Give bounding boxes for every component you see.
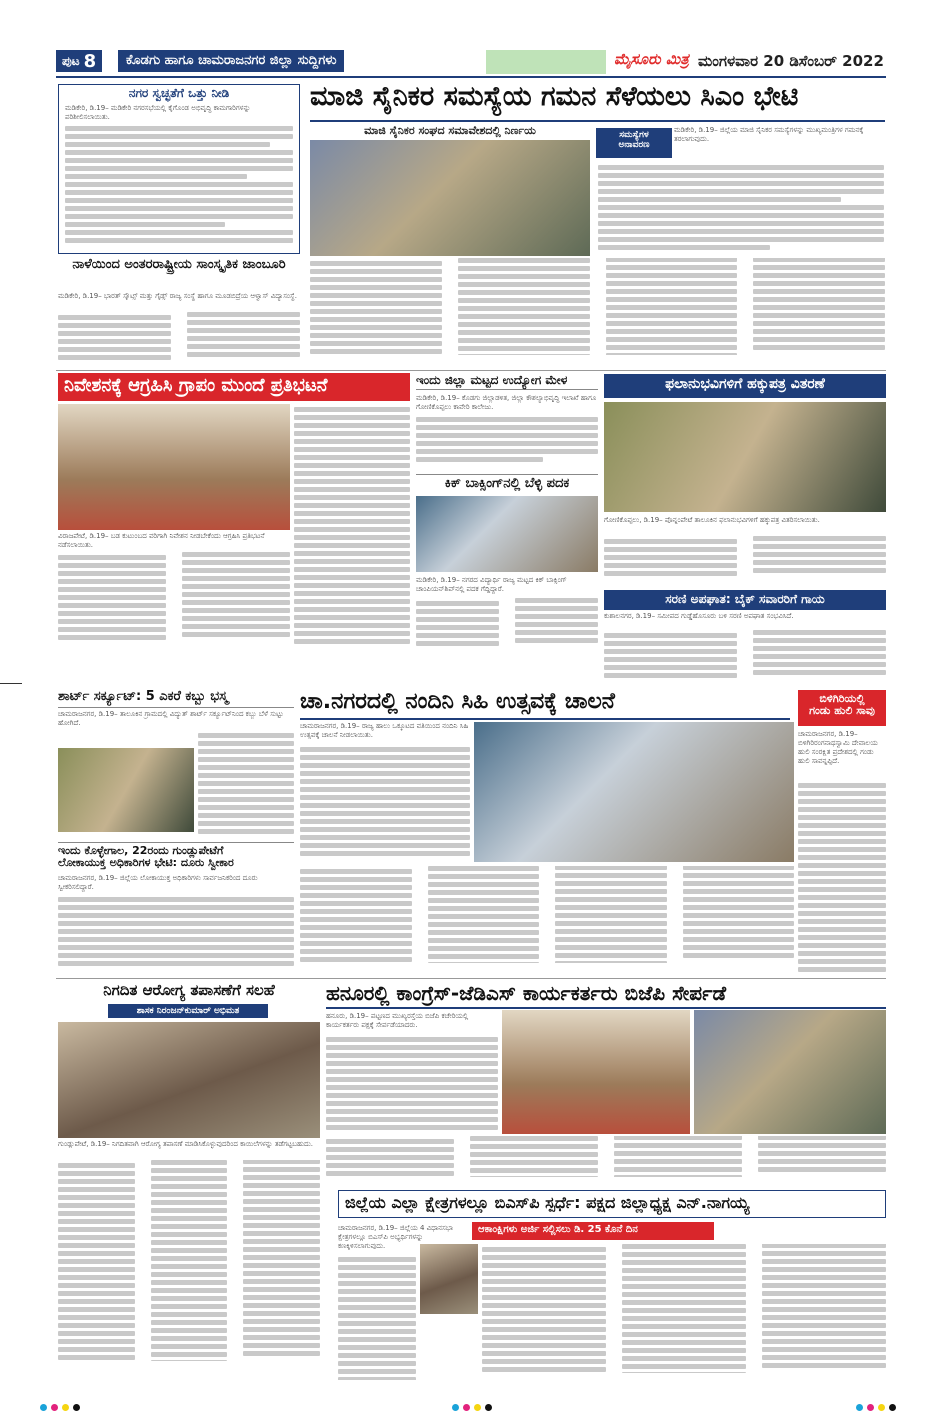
subheadline: ಆಕಾಂಕ್ಷಿಗಳು ಅರ್ಜಿ ಸಲ್ಲಿಸಲು ಡಿ. 25 ಕೊನೆ ದಿನ xyxy=(472,1222,714,1240)
headline: ಇಂದು ಜಿಲ್ಲಾ ಮಟ್ಟದ ಉದ್ಯೋಗ ಮೇಳ xyxy=(416,374,598,390)
article-body xyxy=(326,1136,886,1184)
article-body xyxy=(416,414,598,472)
photo-nandini-festival xyxy=(474,722,794,862)
article-body xyxy=(58,312,300,368)
headline-line-1: ಬಿಳಿಗಿರಿಯಲ್ಲಿ xyxy=(819,692,865,705)
section-divider xyxy=(56,370,886,371)
headline: ಚಾ.ನಗರದಲ್ಲಿ ನಂದಿನಿ ಸಿಹಿ ಉತ್ಸವಕ್ಕೆ ಚಾಲನೆ xyxy=(300,690,790,720)
article-body xyxy=(65,123,293,249)
headline-line-2: ಗಂಡು ಹುಲಿ ಸಾವು xyxy=(809,704,875,718)
article-lead: ಚಾಮರಾಜನಗರ, ಡಿ.19– ಬಿಳಿಗಿರಿರಂಗನಾಥಸ್ವಾಮಿ ದೇವಾಲಯ ಹುಲಿ ಸಂರಕ್ಷಿತ ಪ್ರದೇಶದಲ್ಲಿ ಗಂಡು ಹುಲಿ ಸಾವನ್ನಪ್ಪಿದೆ. xyxy=(798,730,878,765)
article-lead: ಮಡಿಕೇರಿ, ಡಿ.19– ಮಡಿಕೇರಿ ನಗರಸಭೆಯಲ್ಲಿ ಕೈಗೊಂಡ ಅಭಿವೃದ್ಧಿ ಕಾಮಗಾರಿಗಳನ್ನು ಪರಿಶೀಲಿಸಲಾಯಿತು. xyxy=(65,104,251,122)
fold-mark xyxy=(0,683,22,684)
article-body xyxy=(326,1034,498,1130)
article-body xyxy=(604,536,886,586)
tag-line-1: ಸಮಸ್ಯೆಗಳ xyxy=(619,130,649,140)
article-lead: ಗುಂಡ್ಲುಪೇಟೆ, ಡಿ.19– ನಿಗದಿತವಾಗಿ ಆರೋಗ್ಯ ತಪಾಸಣೆ ಮಾಡಿಸಿಕೊಳ್ಳುವುದರಿಂದ ಕಾಯಿಲೆಗಳನ್ನು ತಡೆಗಟ್ಟಬಹುದು. xyxy=(58,1140,314,1148)
article-lead: ಮಡಿಕೇರಿ, ಡಿ.19– ಜಿಲ್ಲೆಯ ಮಾಜಿ ಸೈನಿಕರ ಸಮಸ್ಯೆಗಳನ್ನು ಮುಖ್ಯಮಂತ್ರಿಗಳ ಗಮನಕ್ಕೆ ತರಲಾಗುವುದು. xyxy=(674,126,864,143)
headline: ನಿವೇಶನಕ್ಕೆ ಆಗ್ರಹಿಸಿ ಗ್ರಾಪಂ ಮುಂದೆ ಪ್ರತಿಭಟನೆ xyxy=(58,373,410,401)
headline: ನಿಗದಿತ ಆರೋಗ್ಯ ತಪಾಸಣೆಗೆ ಸಲಹೆ xyxy=(103,981,275,999)
tag-line-2: ಅನಾವರಣ xyxy=(618,140,650,150)
subheadline: ಶಾಸಕ ನಿರಂಜನ್‌ಕುಮಾರ್ ಅಭಿಮತ xyxy=(108,1004,268,1018)
article-body xyxy=(482,1244,886,1380)
article-body xyxy=(198,730,294,840)
headline: ಶಾರ್ಟ್ ಸರ್ಕ್ಯೂಟ್: 5 ಎಕರೆ ಕಬ್ಬು ಭಸ್ಮ xyxy=(58,690,294,708)
article-body xyxy=(294,404,410,654)
article-body xyxy=(310,258,885,368)
issue-date: ಮಂಗಳವಾರ 20 ಡಿಸೆಂಬರ್ 2022 xyxy=(698,52,884,70)
article-body xyxy=(300,744,470,860)
article-clean-city xyxy=(58,84,300,254)
subheadline: ಮಾಜಿ ಸೈನಿಕರ ಸಂಘದ ಸಮಾವೇಶದಲ್ಲಿ ನಿರ್ಣಯ xyxy=(364,124,536,137)
registration-marks xyxy=(452,1404,492,1411)
page-number: 8 xyxy=(83,50,97,72)
article-body xyxy=(798,780,886,974)
section-title: ಕೊಡಗು ಹಾಗೂ ಚಾಮರಾಜನಗರ ಜಿಲ್ಲಾ ಸುದ್ದಿಗಳು xyxy=(118,50,344,72)
photo-kick-boxing xyxy=(416,496,598,572)
article-body xyxy=(58,552,290,654)
photo-nagayya xyxy=(420,1244,478,1314)
article-lead: ಚಾಮರಾಜನಗರ, ಡಿ.19– ಜಿಲ್ಲೆಯ ಲೋಕಾಯುಕ್ತ ಅಧಿಕಾರಿಗಳು ಸಾರ್ವಜನಿಕರಿಂದ ದೂರು ಸ್ವೀಕರಿಸಲಿದ್ದಾರೆ. xyxy=(58,874,258,891)
photo-title-deeds xyxy=(604,402,886,512)
article-body xyxy=(338,1254,416,1380)
photo-burnt-sugarcane xyxy=(58,748,194,832)
photo-hanur-1 xyxy=(502,1010,690,1134)
headline-box xyxy=(338,1190,886,1218)
article-body xyxy=(416,598,598,654)
section-divider xyxy=(56,978,886,979)
header-rule xyxy=(56,76,886,78)
headline: ಸರಣಿ ಅಪಘಾತ: ಬೈಕ್ ಸವಾರರಿಗೆ ಗಾಯ xyxy=(604,590,886,610)
article-body xyxy=(604,630,886,686)
headline: ಮಾಜಿ ಸೈನಿಕರ ಸಮಸ್ಯೆಯ ಗಮನ ಸೆಳೆಯಲು ಸಿಎಂ ಭೇಟಿ xyxy=(310,82,885,122)
page-number-tag xyxy=(56,50,102,72)
photo-protest xyxy=(58,404,290,530)
article-lead: ಚಾಮರಾಜನಗರ, ಡಿ.19– ತಾಲೂಕಿನ ಗ್ರಾಮದಲ್ಲಿ ವಿದ್ಯುತ್ ಶಾರ್ಟ್ ಸರ್ಕ್ಯೂಟ್‌ನಿಂದ ಕಬ್ಬು ಬೆಳೆ ಸುಟ್ಟು ಹೋಗಿದೆ. xyxy=(58,710,284,727)
paper-logo: ಮೈಸೂರು ಮಿತ್ರ xyxy=(614,50,689,68)
headline-line-2: ಲೋಕಾಯುಕ್ತ ಅಧಿಕಾರಿಗಳ ಭೇಟಿ: ದೂರು ಸ್ವೀಕಾರ xyxy=(58,856,234,870)
registration-marks xyxy=(40,1404,80,1411)
headline xyxy=(58,842,294,869)
article-lead: ವಿರಾಜಪೇಟೆ, ಡಿ.19– ಬಡ ಕುಟುಂಬದ ವರಿಗಾಗಿ ನಿವೇಶನ ನೀಡಬೇಕೆಂದು ಆಗ್ರಹಿಸಿ ಪ್ರತಿಭಟನೆ ನಡೆಸಲಾಯಿತು. xyxy=(58,532,265,549)
article-lead: ಮಡಿಕೇರಿ, ಡಿ.19– ಕೊಡಗು ಜಿಲ್ಲಾಡಳಿತ, ಜಿಲ್ಲಾ ಕೌಶಲ್ಯಾಭಿವೃದ್ಧಿ ಇಲಾಖೆ ಹಾಗೂ ಗೋಣಿಕೊಪ್ಪಲು ಕಾವೇರಿ ಕಾಲೇಜು. xyxy=(416,394,597,411)
headline: ಫಲಾನುಭವಿಗಳಿಗೆ ಹಕ್ಕುಪತ್ರ ವಿತರಣೆ xyxy=(604,374,886,398)
headline: ನಗರ ಸ್ವಚ್ಛತೆಗೆ ಒತ್ತು ನೀಡಿ xyxy=(128,86,230,100)
headline xyxy=(798,690,886,726)
article-body xyxy=(58,894,294,974)
headline: ಹನೂರಲ್ಲಿ ಕಾಂಗ್ರೆಸ್-ಜೆಡಿಎಸ್ ಕಾರ್ಯಕರ್ತರು ಬಿಜೆಪಿ ಸೇರ್ಪಡೆ xyxy=(326,982,886,1009)
article-lead: ಮಡಿಕೇರಿ, ಡಿ.19– ನಗರದ ವಿದ್ಯಾರ್ಥಿ ರಾಜ್ಯ ಮಟ್ಟದ ಕಿಕ್ ಬಾಕ್ಸಿಂಗ್ ಚಾಂಪಿಯನ್‌ಶಿಪ್‌ನಲ್ಲಿ ಪದಕ ಗೆದ್ದಿದ್ದಾರೆ. xyxy=(416,576,567,593)
article-lead: ಕುಶಾಲನಗರ, ಡಿ.19– ಸಮೀಪದ ಗುಡ್ಡೆಹೊಸೂರು ಬಳಿ ಸರಣಿ ಅಪಘಾತ ಸಂಭವಿಸಿದೆ. xyxy=(604,612,794,620)
photo-health-camp xyxy=(58,1022,320,1138)
headline: ನಾಳೆಯಿಂದ ಅಂತರರಾಷ್ಟ್ರೀಯ ಸಾಂಸ್ಕೃತಿಕ ಜಾಂಬೂರಿ xyxy=(72,257,286,272)
headline: ಜಿಲ್ಲೆಯ ಎಲ್ಲಾ ಕ್ಷೇತ್ರಗಳಲ್ಲೂ ಬಿಎಸ್‌ಪಿ ಸ್ಪರ್ಧೆ: ಪಕ್ಷದ ಜಿಲ್ಲಾಧ್ಯಕ್ಷ ಎನ್.ನಾಗಯ್ಯ xyxy=(345,1193,750,1212)
page-label: ಪುಟ xyxy=(62,53,80,68)
photo-hanur-2 xyxy=(694,1010,886,1134)
article-lead: ಗೋಣಿಕೊಪ್ಪಲು, ಡಿ.19– ಪೊನ್ನಂಪೇಟೆ ತಾಲೂಕಿನ ಫಲಾನುಭವಿಗಳಿಗೆ ಹಕ್ಕುಪತ್ರ ವಿತರಿಸಲಾಯಿತು. xyxy=(604,516,820,524)
article-body xyxy=(598,162,884,256)
article-body xyxy=(58,1160,320,1380)
headline: ಕಿಕ್ ಬಾಕ್ಸಿಂಗ್‌ನಲ್ಲಿ ಬೆಳ್ಳಿ ಪದಕ xyxy=(416,474,598,491)
article-lead: ಚಾಮರಾಜನಗರ, ಡಿ.19– ರಾಜ್ಯ ಹಾಲು ಒಕ್ಕೂಟದ ವತಿಯಿಂದ ನಂದಿನಿ ಸಿಹಿ ಉತ್ಸವಕ್ಕೆ ಚಾಲನೆ ನೀಡಲಾಯಿತು. xyxy=(300,722,469,739)
header-band xyxy=(486,50,606,74)
article-body xyxy=(300,866,794,974)
tag-box xyxy=(596,128,672,158)
article-lead: ಮಡಿಕೇರಿ, ಡಿ.19– ಭಾರತ್ ಸ್ಕೌಟ್ಸ್ ಮತ್ತು ಗೈಡ್ಸ್ ರಾಜ್ಯ ಸಂಸ್ಥೆ ಹಾಗೂ ಮೂಡಬಿದ್ರೆಯ ಆಳ್ವಾಸ್ ವಿದ್ಯಾಸಂಸ್ಥೆ. xyxy=(58,292,297,300)
photo-ex-servicemen xyxy=(310,140,590,256)
registration-marks xyxy=(856,1404,896,1411)
article-lead: ಚಾಮರಾಜನಗರ, ಡಿ.19– ಜಿಲ್ಲೆಯ 4 ವಿಧಾನಸಭಾ ಕ್ಷೇತ್ರಗಳಲ್ಲೂ ಬಿಎಸ್‌ಪಿ ಅಭ್ಯರ್ಥಿಗಳನ್ನು ಕಣಕ್ಕಿಳಿಸಲಾಗುವುದು. xyxy=(338,1224,454,1250)
headline-line-1: ಇಂದು ಕೊಳ್ಳೇಗಾಲ, 22ರಂದು ಗುಂಡ್ಲುಪೇಟೆಗೆ xyxy=(58,844,224,857)
article-lead: ಹನೂರು, ಡಿ.19– ಪಟ್ಟಣದ ಮುಖ್ಯರಸ್ತೆಯ ಬಿಜೆಪಿ ಕಚೇರಿಯಲ್ಲಿ ಕಾರ್ಯಕರ್ತರು ಪಕ್ಷಕ್ಕೆ ಸೇರ್ಪಡೆಯಾದರು. xyxy=(326,1012,469,1029)
